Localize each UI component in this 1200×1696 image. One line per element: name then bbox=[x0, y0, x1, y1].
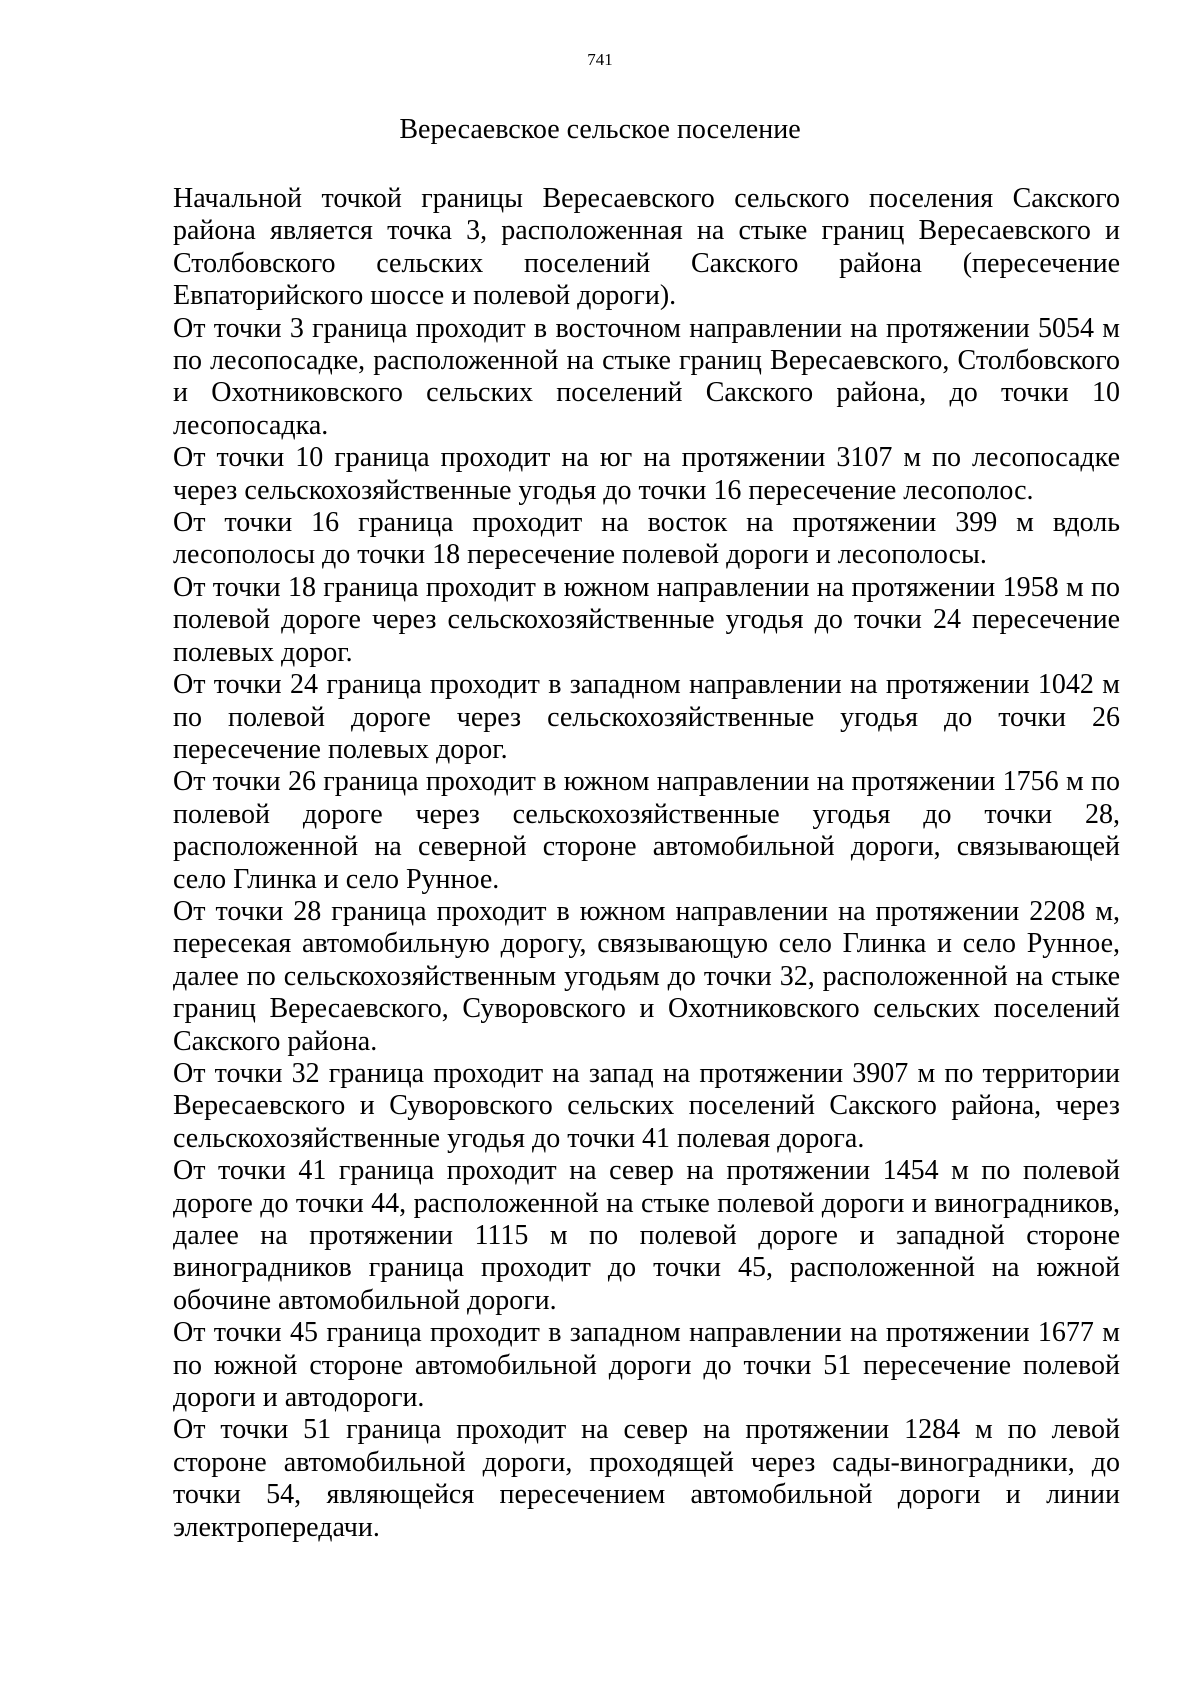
page-title: Вересаевское сельское поселение bbox=[399, 114, 801, 145]
document-body bbox=[173, 183, 1120, 1544]
paragraph-point-32: От точки 32 граница проходит на запад на протяжении 3907 м по территории Вересаевского и Суворовского сельских поселений Сакского района, через сельскохозяйственные угодья до точки 41 полевая дорога. bbox=[173, 1057, 1120, 1154]
paragraph-intro: Начальной точкой границы Вересаевского сельского поселения Сакского района является точка 3, расположенная на стыке границ Вересаевского и Столбовского сельских поселений Сакского района (пересечение Евпаторийского шоссе и полевой дороги). bbox=[173, 183, 1120, 312]
paragraph-point-10: От точки 10 граница проходит на юг на протяжении 3107 м по лесопосадке через сельскохозяйственные угодья до точки 16 пересечение лесополос. bbox=[173, 442, 1120, 506]
paragraph-point-45: От точки 45 граница проходит в западном направлении на протяжении 1677 м по южной стороне автомобильной дороги до точки 51 пересечение полевой дороги и автодороги. bbox=[173, 1317, 1120, 1414]
paragraph-point-16: От точки 16 граница проходит на восток на протяжении 399 м вдоль лесополосы до точки 18 пересечение полевой дороги и лесополосы. bbox=[173, 507, 1120, 571]
paragraph-point-18: От точки 18 граница проходит в южном направлении на протяжении 1958 м по полевой дороге через сельскохозяйственные угодья до точки 24 пересечение полевых дорог. bbox=[173, 571, 1120, 668]
page-number: 741 bbox=[587, 50, 613, 69]
paragraph-point-28: От точки 28 граница проходит в южном направлении на протяжении 2208 м, пересекая автомобильную дорогу, связывающую село Глинка и село Рунное, далее по сельскохозяйственным угодьям до точки 32, расположенной на стыке границ Вересаевского, Суворовского и Охотниковского сельских поселений Сакского района. bbox=[173, 895, 1120, 1057]
paragraph-point-51: От точки 51 граница проходит на север на протяжении 1284 м по левой стороне автомобильной дороги, проходящей через сады-виноградники, до точки 54, являющейся пересечением автомобильной дороги и линии электропередачи. bbox=[173, 1414, 1120, 1543]
paragraph-point-41: От точки 41 граница проходит на север на протяжении 1454 м по полевой дороге до точки 44, расположенной на стыке полевой дороги и виноградников, далее на протяжении 1115 м по полевой дороге и западной стороне виноградников граница проходит до точки 45, расположенной на южной обочине автомобильной дороги. bbox=[173, 1155, 1120, 1316]
paragraph-point-26: От точки 26 граница проходит в южном направлении на протяжении 1756 м по полевой дороге через сельскохозяйственные угодья до точки 28, расположенной на северной стороне автомобильной дороги, связывающей село Глинка и село Рунное. bbox=[173, 766, 1120, 895]
paragraph-point-3: От точки 3 граница проходит в восточном направлении на протяжении 5054 м по лесопосадке, расположенной на стыке границ Вересаевского, Столбовского и Охотниковского сельских поселений Сакского района, до точки 10 лесопосадка. bbox=[173, 312, 1120, 441]
paragraph-point-24: От точки 24 граница проходит в западном направлении на протяжении 1042 м по полевой дороге через сельскохозяйственные угодья до точки 26 пересечение полевых дорог. bbox=[173, 669, 1120, 765]
